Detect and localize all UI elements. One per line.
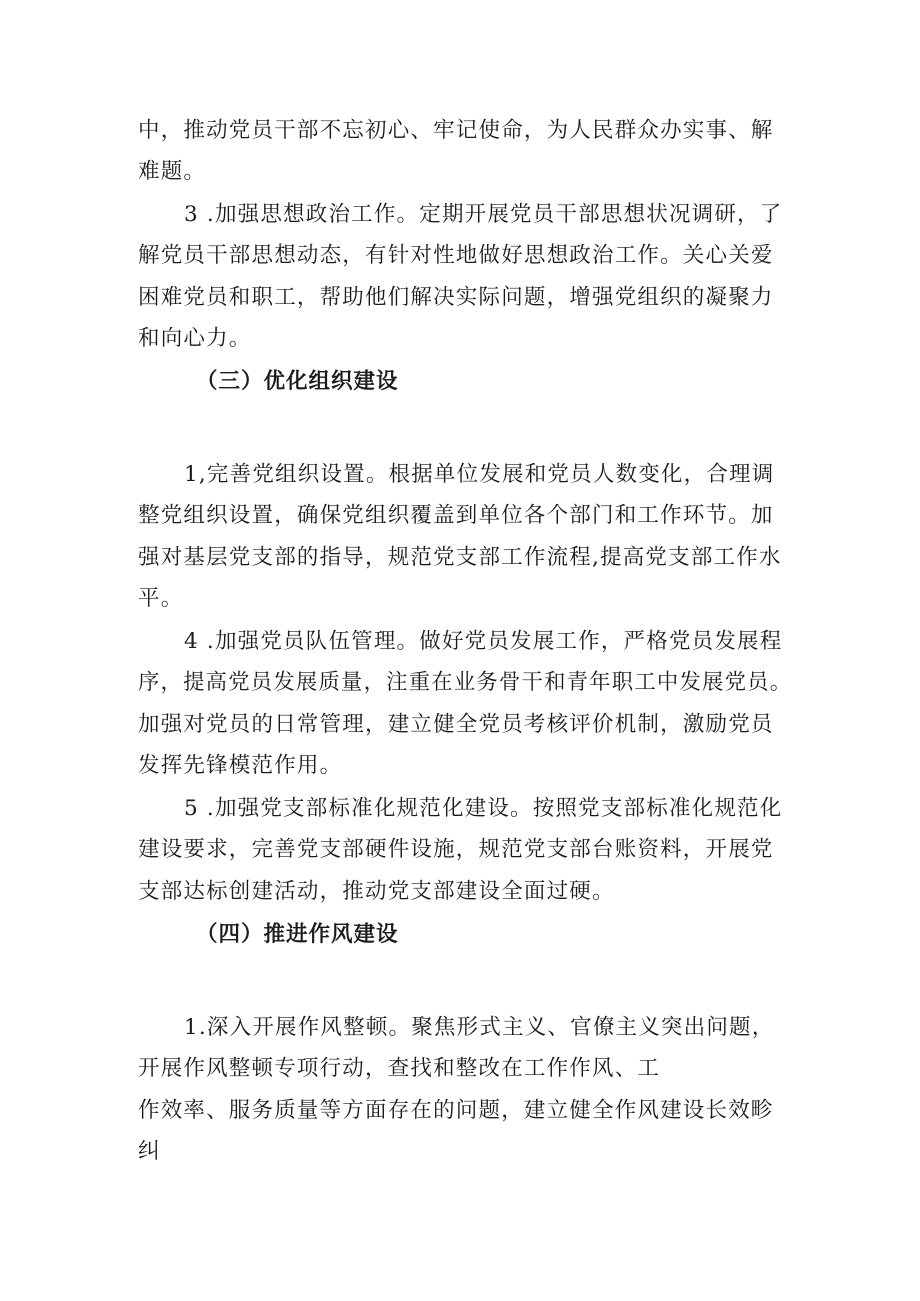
text-line: 作效率、服务质量等方面存在的问题，建立健全作风建设长效畛 bbox=[138, 1098, 774, 1123]
text-line: 开展作风整顿专项行动，查找和整改在工作作风、工 bbox=[138, 1056, 661, 1081]
text-line: 3 .加强思想政治工作。定期开展党员干部思想状况调研，了 bbox=[184, 202, 783, 227]
text-line: 困难党员和职工，帮助他们解决实际问题，增强党组织的凝聚力 bbox=[138, 285, 774, 310]
text-line: 加强对党员的日常管理，建立健全党员考核评价机制，激励党员 bbox=[138, 712, 774, 737]
text-line: 中，推动党员干部不忘初心、牢记使命，为人民群众办实事、解 bbox=[138, 118, 774, 143]
section-heading: （三）优化组织建设 bbox=[196, 369, 399, 394]
text-line: 序，提高党员发展质量，注重在业务骨干和青年职工中发展党员。 bbox=[138, 670, 793, 695]
text-line: 建设要求，完善党支部硬件设施，规范党支部台账资料，开展党 bbox=[138, 837, 774, 862]
text-line: 平。 bbox=[138, 586, 184, 611]
text-line: 4 .加强党员队伍管理。做好党员发展工作，严格党员发展程 bbox=[184, 629, 783, 654]
text-line: 和向心力。 bbox=[138, 326, 252, 351]
text-line: 难题。 bbox=[138, 159, 207, 184]
text-line: 纠 bbox=[138, 1139, 161, 1164]
text-line: 支部达标创建活动，推动党支部建设全面过硬。 bbox=[138, 879, 615, 904]
text-line: 解党员干部思想动态，有针对性地做好思想政治工作。关心关爱 bbox=[138, 243, 774, 268]
text-line: 1.深入开展作风整顿。聚焦形式主义、官僚主义突出问题， bbox=[184, 1015, 775, 1040]
text-line: 发挥先锋模范作用。 bbox=[138, 753, 343, 778]
section-heading: （四）推进作风建设 bbox=[196, 922, 399, 947]
text-line: 5 .加强党支部标准化规范化建设。按照党支部标准化规范化 bbox=[184, 796, 783, 821]
text-line: 1,完善党组织设置。根据单位发展和党员人数变化，合理调 bbox=[184, 462, 775, 487]
text-line: 整党组织设置，确保党组织覆盖到单位各个部门和工作环节。加 bbox=[138, 503, 774, 528]
text-line: 强对基层党支部的指导，规范党支部工作流程,提高党支部工作水 bbox=[138, 545, 782, 570]
